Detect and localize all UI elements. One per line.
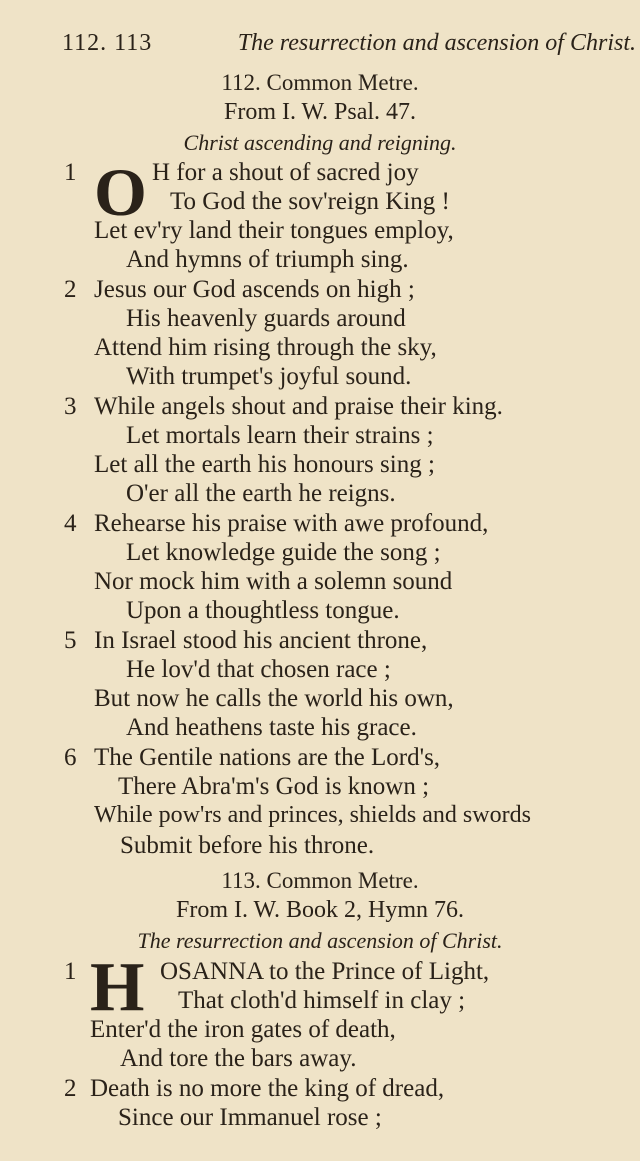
verse-line: OSANNA to the Prince of Light, xyxy=(160,958,490,985)
hymn-112-subtitle: Christ ascending and reigning. xyxy=(183,130,457,155)
verse-number: 6 xyxy=(64,744,77,771)
verse-line: Enter'd the iron gates of death, xyxy=(90,1016,396,1043)
verse-line: With trumpet's joyful sound. xyxy=(126,363,412,390)
verse-line: While angels shout and praise their king. xyxy=(94,393,503,420)
verse-line: H for a shout of sacred joy xyxy=(152,159,419,186)
verse-line: And hymns of triumph sing. xyxy=(126,246,409,273)
verse-line: But now he calls the world his own, xyxy=(94,685,454,712)
verse-line: While pow'rs and princes, shields and swords xyxy=(94,802,531,828)
running-head-title: The resurrection and ascension of Christ. xyxy=(237,30,636,56)
verse-number: 4 xyxy=(64,510,77,537)
verse-line: Since our Immanuel rose ; xyxy=(118,1104,382,1131)
verse-line: And heathens taste his grace. xyxy=(126,714,417,741)
verse-line: O'er all the earth he reigns. xyxy=(126,480,396,507)
verse-line: Rehearse his praise with awe profound, xyxy=(94,510,489,537)
verse-line: To God the sov'reign King ! xyxy=(170,188,450,215)
verse-line: Let all the earth his honours sing ; xyxy=(94,451,435,478)
hymn-113-subtitle: The resurrection and ascension of Christ. xyxy=(137,928,503,953)
hymn-113-number: 113. Common Metre. xyxy=(221,868,419,893)
verse-line: And tore the bars away. xyxy=(120,1045,357,1072)
verse-line: Let knowledge guide the song ; xyxy=(126,539,441,566)
hymn-112-drop-cap: O xyxy=(94,154,147,230)
running-head xyxy=(62,30,636,57)
verse-line: That cloth'd himself in clay ; xyxy=(178,987,466,1014)
verse-line: Let ev'ry land their tongues employ, xyxy=(94,217,454,244)
verse-number: 2 xyxy=(64,276,77,303)
hymn-112-source: From I. W. Psal. 47. xyxy=(223,99,417,125)
verse-line: There Abra'm's God is known ; xyxy=(118,773,430,800)
verse-number: 1 xyxy=(64,159,77,186)
verse-line: Jesus our God ascends on high ; xyxy=(94,276,415,303)
verse-number: 1 xyxy=(64,958,77,985)
verse-number: 3 xyxy=(64,393,77,420)
hymn-112-number: 112. Common Metre. xyxy=(221,70,419,95)
verse-line: He lov'd that chosen race ; xyxy=(126,656,391,683)
verse-line: The Gentile nations are the Lord's, xyxy=(94,744,441,771)
verse-line: Death is no more the king of dread, xyxy=(90,1075,445,1102)
page-hymn-numbers: 112. 113 xyxy=(62,30,153,56)
verse-line: Submit before his throne. xyxy=(120,832,375,859)
verse-line: In Israel stood his ancient throne, xyxy=(94,627,428,654)
hymn-113-drop-cap: H xyxy=(90,949,145,1026)
verse-number: 5 xyxy=(64,627,77,654)
verse-line: Let mortals learn their strains ; xyxy=(126,422,434,449)
verse-number: 2 xyxy=(64,1075,77,1102)
verse-line: His heavenly guards around xyxy=(126,305,406,332)
verse-line: Attend him rising through the sky, xyxy=(94,334,437,361)
verse-line: Nor mock him with a solemn sound xyxy=(94,568,453,595)
hymn-113-source: From I. W. Book 2, Hymn 76. xyxy=(175,897,465,923)
verse-line: Upon a thoughtless tongue. xyxy=(126,597,400,624)
